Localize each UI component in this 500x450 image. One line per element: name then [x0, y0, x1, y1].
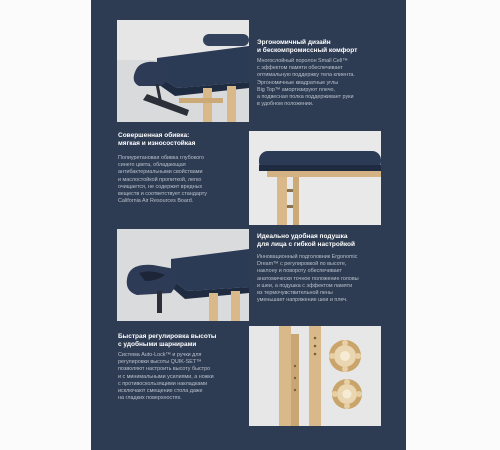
section-1-title: Эргономичный дизайн и бескомпромиссный комфорт: [257, 39, 358, 55]
section-4-title: Быстрая регулировка высоты с удобными шарнирами: [118, 333, 217, 349]
photo-face-cradle: [117, 229, 249, 321]
section-4-body: Система Auto-Lock™ и ручки для регулировки высоты QUIK-SET™ позволяют настроить высоту быстро и с минимальными усилиями, а ножки с противоскользящими накладками исключают смещение стола даже на гладких поверхностях.: [118, 352, 214, 402]
photo-height-knobs: [249, 326, 381, 426]
section-2-body: Полиуретановая обивка глубокого синего цвета, обладающая антибактериальными свойствами и маслостойкой пропиткой, легко очищается, не содержит вредных веществ и соответствует стандарту California Air Resources Board.: [118, 155, 207, 205]
section-3-title: Идеально удобная подушка для лица с гибкой настройкой: [257, 233, 355, 249]
brochure-page: [91, 0, 406, 450]
section-1-body: Многослойный поролон Small Cell™ с эффектом памяти обеспечивает оптимальную поддержку тела клиента. Эргономичные квадратные углы Big Top™ амортизируют плечо, а подвесная полка поддерживает руки в удобном положении.: [257, 58, 355, 108]
photo-table-headrest-armshelf: [117, 20, 249, 122]
section-3-body: Инновационный подголовник Ergonomic Dream™ с регулировкой по высоте, наклону и повороту обеспечивает анатомически точное положение головы и шеи, а подушка с эффектом памяти из термочувствительной пены уменьшает напряжение шеи и плеч.: [257, 254, 359, 304]
section-2-title: Совершенная обивка: мягкая и износостойкая: [118, 132, 196, 148]
photo-upholstery: [249, 131, 381, 225]
